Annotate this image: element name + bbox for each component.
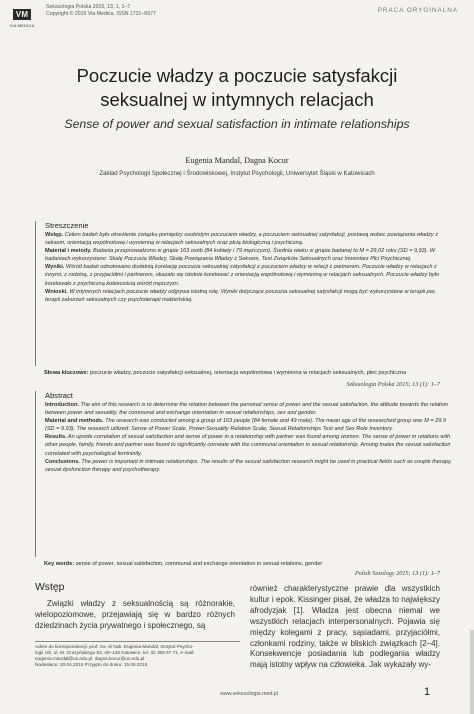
keywords-pl-label: Słowa kluczowe: xyxy=(44,370,89,376)
abstract-en-intro-label: Introduction. xyxy=(45,402,79,408)
publisher-logo xyxy=(7,4,37,28)
keywords-pl-text: poczucie władzy, poczucie satysfakcji seksualnej, orientacja wspólnotowa i wymienna w relacjach seksualnych, płeć psychiczna xyxy=(88,370,407,376)
abstract-en-conclusions xyxy=(45,458,452,474)
body-column-right xyxy=(250,584,440,671)
abstract-pl-methods-label: Materiał i metody. xyxy=(45,248,92,255)
article-type-label: PRACA ORYGINALNA xyxy=(377,7,458,14)
abstract-en-intro-text: The aim of this research is to determine the relation between the personal sense of power and the sexual satisfaction, the attitude towards the relation between power and sexuality, the communal and exchange orientation in sexual relationships, sex and gender. xyxy=(45,402,448,417)
abstract-pl-results-label: Wyniki. xyxy=(45,264,65,271)
abstract-english xyxy=(35,391,452,557)
article-title xyxy=(0,64,474,112)
journal-line-2: Copyright © 2015 Via Medica, ISSN 1731–6677 xyxy=(46,10,156,17)
abstract-en-conclusions-text: The power is important in intimate relationships. The results of the sexual satisfaction research might be used in practical fields such as couple therapy, sexual dysfunction therapy and psychotherapy. xyxy=(45,458,452,473)
correspondence-line-1: Adres do korespondencji: prof. zw. dr hab. Eugenia Mandal, Instytut Psycho- xyxy=(35,644,194,649)
authors: Eugenia Mandal, Dagna Kocur xyxy=(185,156,289,165)
abstract-pl-conclusions-label: Wnioski. xyxy=(45,288,68,295)
abstract-pl-results-text: Wśród badań odnotowano dodatnią korelację poczucia seksualnej satysfakcji z poczuciem władzy w relacji z partnerem. Poczucie władzy w relacjach z innymi, z rodziną, z przyjaciółmi i partnerem, okazało się istotnie korelować z orientacją wspólnotową i wymienną w relacjach seksualnych. Poczucie władzy było korelowało z psychiczną kobiecością wśród mężczyzn. xyxy=(45,264,439,287)
journal-info xyxy=(46,4,156,17)
logo-text: VIA MEDICA xyxy=(9,23,35,28)
abstract-en-conclusions-label: Conclusions. xyxy=(45,458,80,465)
abstract-en-results xyxy=(45,433,452,457)
abstract-pl-methods xyxy=(45,247,452,263)
abstract-en-methods-label: Material and methods. xyxy=(45,418,104,425)
article-subtitle: Sense of power and sexual satisfaction in intimate relationships xyxy=(64,117,410,131)
journal-header xyxy=(0,0,474,28)
body-column-left xyxy=(35,582,235,632)
citation-polish: Seksuologia Polska 2015; 13 (1): 1–7 xyxy=(346,381,440,388)
abstract-polish xyxy=(35,221,452,366)
abstract-pl-methods-text: Badania przeprowadzono w grupie 163 osób (84 kobiety i 79 mężczyzn). Średnia wieku w grupie badanej to M = 29,02 roku (SD = 9,93). W badaniach wykorzystano: Skalę Poczucia Władzy, Skalę Powiązania Władzy z Seksem, Test Związków Seksualnych oraz Inwentarz Płci Psychicznej. xyxy=(45,248,435,263)
abstract-en-results-text: An upside correlation of sexual satisfaction and sense of power in a relationship with partner was found among women. The sense of power in relations with other people, family, friends and partner was found to significantly correlate with the communal orientation in sexual relationship. Among males the sexual satisfaction correlated with psychological femininity. xyxy=(45,434,451,457)
affiliation: Zakład Psychologii Społecznej i Środowiskowej, Instytut Psychologii, Uniwersytet Śląski w Katowicach xyxy=(99,170,375,177)
title-line-2: seksualnej w intymnych relacjach xyxy=(100,89,374,110)
abstract-pl-aim-label: Wstęp. xyxy=(45,232,64,238)
correspondence-box xyxy=(35,641,240,668)
intro-paragraph-left: Związki władzy z seksualnością są różnorakie, wielopoziomowe, przejawiają się w bardzo różnych dziedzinach życia prywatnego i społecznego, są xyxy=(35,599,235,630)
abstract-pl-aim-text: Celem badań było określenie związku pomiędzy osobistym poczuciem władzy, a poczuciem seksualnej satysfakcji, postawą wobec powiązania władzy z seksem, orientacją wspólnotową i wymienną w relacjach seksualnych oraz płcią biologiczną i psychiczną. xyxy=(45,232,438,247)
abstract-en-methods-text: The research was conducted among a group of 163 people (84 female and 49 male). The mean age of the researched group was M = 29.9 (SD = 9.93). The research utilized: Sense of Power Scale, Power-Sexuality Relation Scale, Sexual Relationships Test and Sex Role Inventory. xyxy=(45,418,446,433)
keywords-en-label: Key words: xyxy=(44,561,75,567)
page-number: 1 xyxy=(424,686,431,698)
abstract-en-intro xyxy=(45,401,452,417)
page-edge-shadow xyxy=(470,630,474,714)
title-line-1: Poczucie władzy a poczucie satysfakcji xyxy=(76,65,398,86)
correspondence-line-3: eugenia.mandal@us.edu.pl; dagna.kocur@us.edu.pl xyxy=(35,656,145,662)
keywords-polish xyxy=(44,369,442,377)
abstract-pl-aim xyxy=(45,231,452,247)
correspondence-line-4: Nadesłano: 20.04.2015 Przyjęto do druku: 15.08.2015 xyxy=(35,662,148,668)
keywords-en-text: sense of power, sexual satisfaction, communal and exchange orientation in sexual relations, gender xyxy=(74,561,323,567)
abstract-pl-results xyxy=(45,263,452,287)
abstract-en-methods xyxy=(45,417,452,433)
logo-mark: VM xyxy=(13,9,32,20)
abstract-en-heading: Abstract xyxy=(45,391,73,400)
correspondence-line-2: logii UŚ, ul. M. Grażyńskiego 53, 40–126 Katowice, tel. 32 359 97 71, e-mail: xyxy=(35,650,195,656)
abstract-pl-conclusions xyxy=(45,288,452,304)
abstract-pl-conclusions-text: W intymnych relacjach poczucie władzy odgrywa istotną rolę. Wyniki dotyczące poczucia seksualnej satysfakcji mogą być wykorzystane w terapii par, terapii zaburzeń seksualnych czy psychoterapii małżeńskiej. xyxy=(45,288,436,303)
keywords-english xyxy=(44,560,442,568)
section-heading-intro: Wstęp xyxy=(35,582,65,593)
footer-url[interactable]: www.seksuologia.med.pl xyxy=(220,691,278,697)
citation-english: Polish Sexology 2015; 13 (1): 1–7 xyxy=(354,570,440,577)
abstract-en-results-label: Results. xyxy=(45,434,67,441)
journal-line-1: Seksuologia Polska 2015, 13, 1, 1–7 xyxy=(46,4,131,10)
intro-paragraph-right: również charakterystyczne prawie dla wszystkich kultur i epok. Kissinger pisał, że władza to największy afrodyzjak [1]. Władza jest obecna niemal we wszystkich relacjach interpersonalnych. Pojawia się między kolegami z pracy, sąsiadami, przyjaciółmi, członkami rodziny, także w bliskich związkach [2–4]. Konsekwencje posiadania lub podlegania władzy mają istotny wpływ na człowieka. Jak wykazały wy- xyxy=(250,584,440,670)
abstract-pl-heading: Streszczenie xyxy=(45,221,89,230)
